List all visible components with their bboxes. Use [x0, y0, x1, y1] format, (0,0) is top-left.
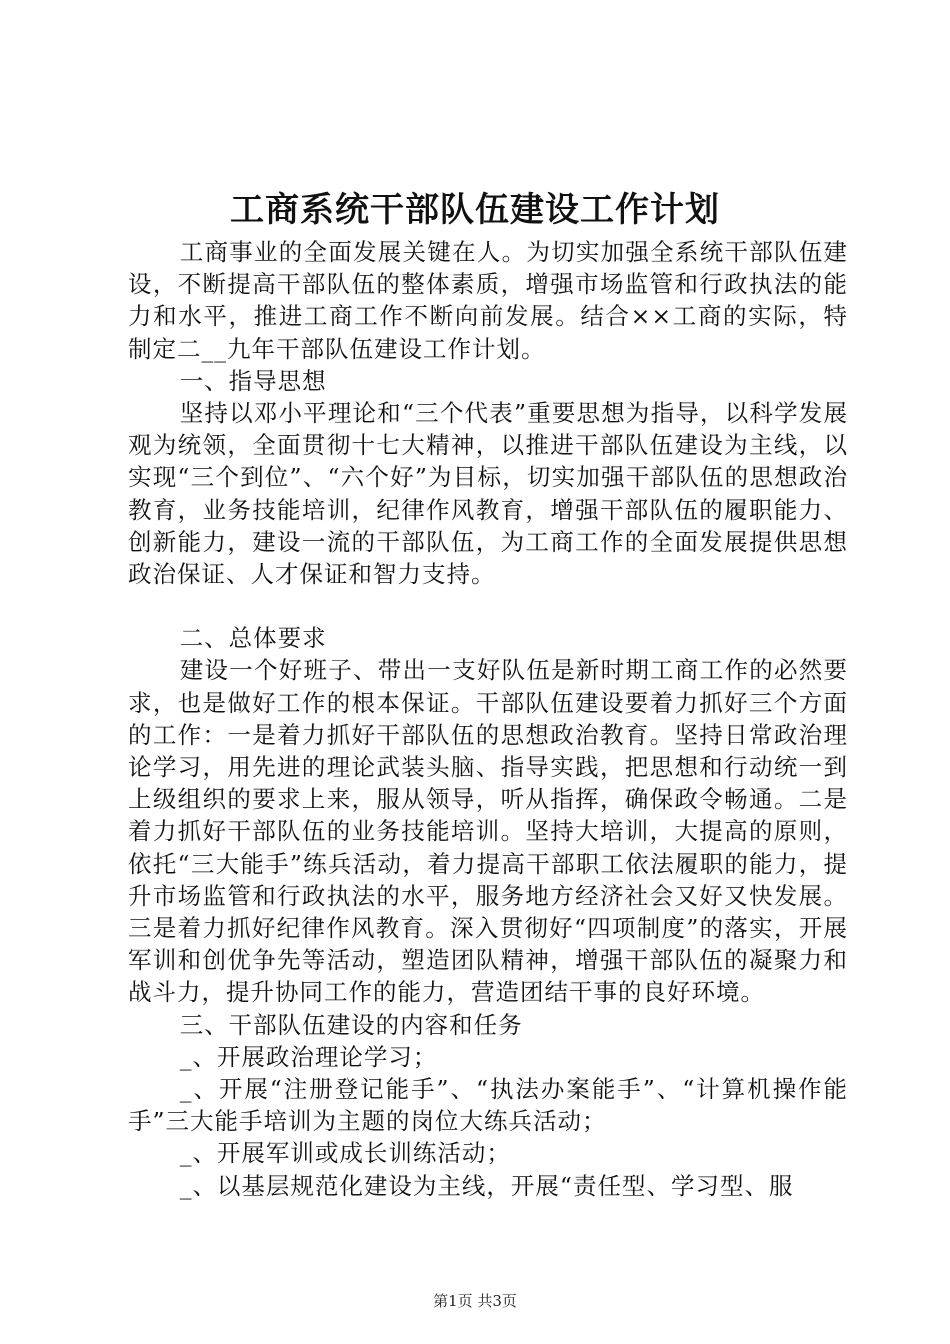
section-1-heading: 一、指导思想: [179, 366, 327, 395]
document-body: [128, 236, 848, 1202]
blank-line: [128, 590, 848, 622]
section-2-heading: 二、总体要求: [179, 624, 327, 653]
section-2-body: 建设一个好班子、带出一支好队伍是新时期工商工作的必然要求，也是做好工作的根本保证。干部队伍建设要着力抓好三个方面的工作：一是着力抓好干部队伍的思想政治教育。坚持日常政治理论学习，用先进的理论武装头脑、指导实践，把思想和行动统一到上级组织的要求上来，服从领导，听从指挥，确保政令畅通。二是着力抓好干部队伍的业务技能培训。坚持大培训，大提高的原则，依托“三大能手”练兵活动，着力提高干部职工依法履职的能力，提升市场监管和行政执法的水平，服务地方经济社会又好又快发展。三是着力抓好纪律作风教育。深入贯彻好“四项制度”的落实，开展军训和创优争先等活动，塑造团队精神，增强干部队伍的凝聚力和战斗力，提升协同工作的能力，营造团结干事的良好环境。: [128, 656, 848, 1007]
section-1-body: 坚持以邓小平理论和“三个代表”重要思想为指导，以科学发展观为统领，全面贯彻十七大精神，以推进干部队伍建设为主线，以实现“三个到位”、“六个好”为目标，切实加强干部队伍的思想政治教育，业务技能培训，纪律作风教育，增强干部队伍的履职能力、创新能力，建设一流的干部队伍，为工商工作的全面发展提供思想政治保证、人才保证和智力支持。: [128, 399, 848, 589]
list-item: _、开展“注册登记能手”、“执法办案能手”、“计算机操作能手”三大能手培训为主题的岗位大练兵活动；: [128, 1075, 848, 1136]
list-item: _、开展政治理论学习；: [179, 1042, 438, 1071]
page-number: 第1页 共3页: [433, 1292, 517, 1310]
list-item: _、开展军训或成长训练活动；: [179, 1139, 511, 1168]
intro-paragraph: 工商事业的全面发展关键在人。为切实加强全系统干部队伍建设，不断提高干部队伍的整体素质，增强市场监管和行政执法的能力和水平，推进工商工作不断向前发展。结合××工商的实际，特制定二__九年干部队伍建设工作计划。: [128, 238, 848, 363]
section-3-heading: 三、干部队伍建设的内容和任务: [179, 1010, 523, 1039]
document-title: 工商系统干部队伍建设工作计划: [230, 190, 720, 230]
list-item: _、以基层规范化建设为主线，开展“责任型、学习型、服: [179, 1171, 794, 1200]
